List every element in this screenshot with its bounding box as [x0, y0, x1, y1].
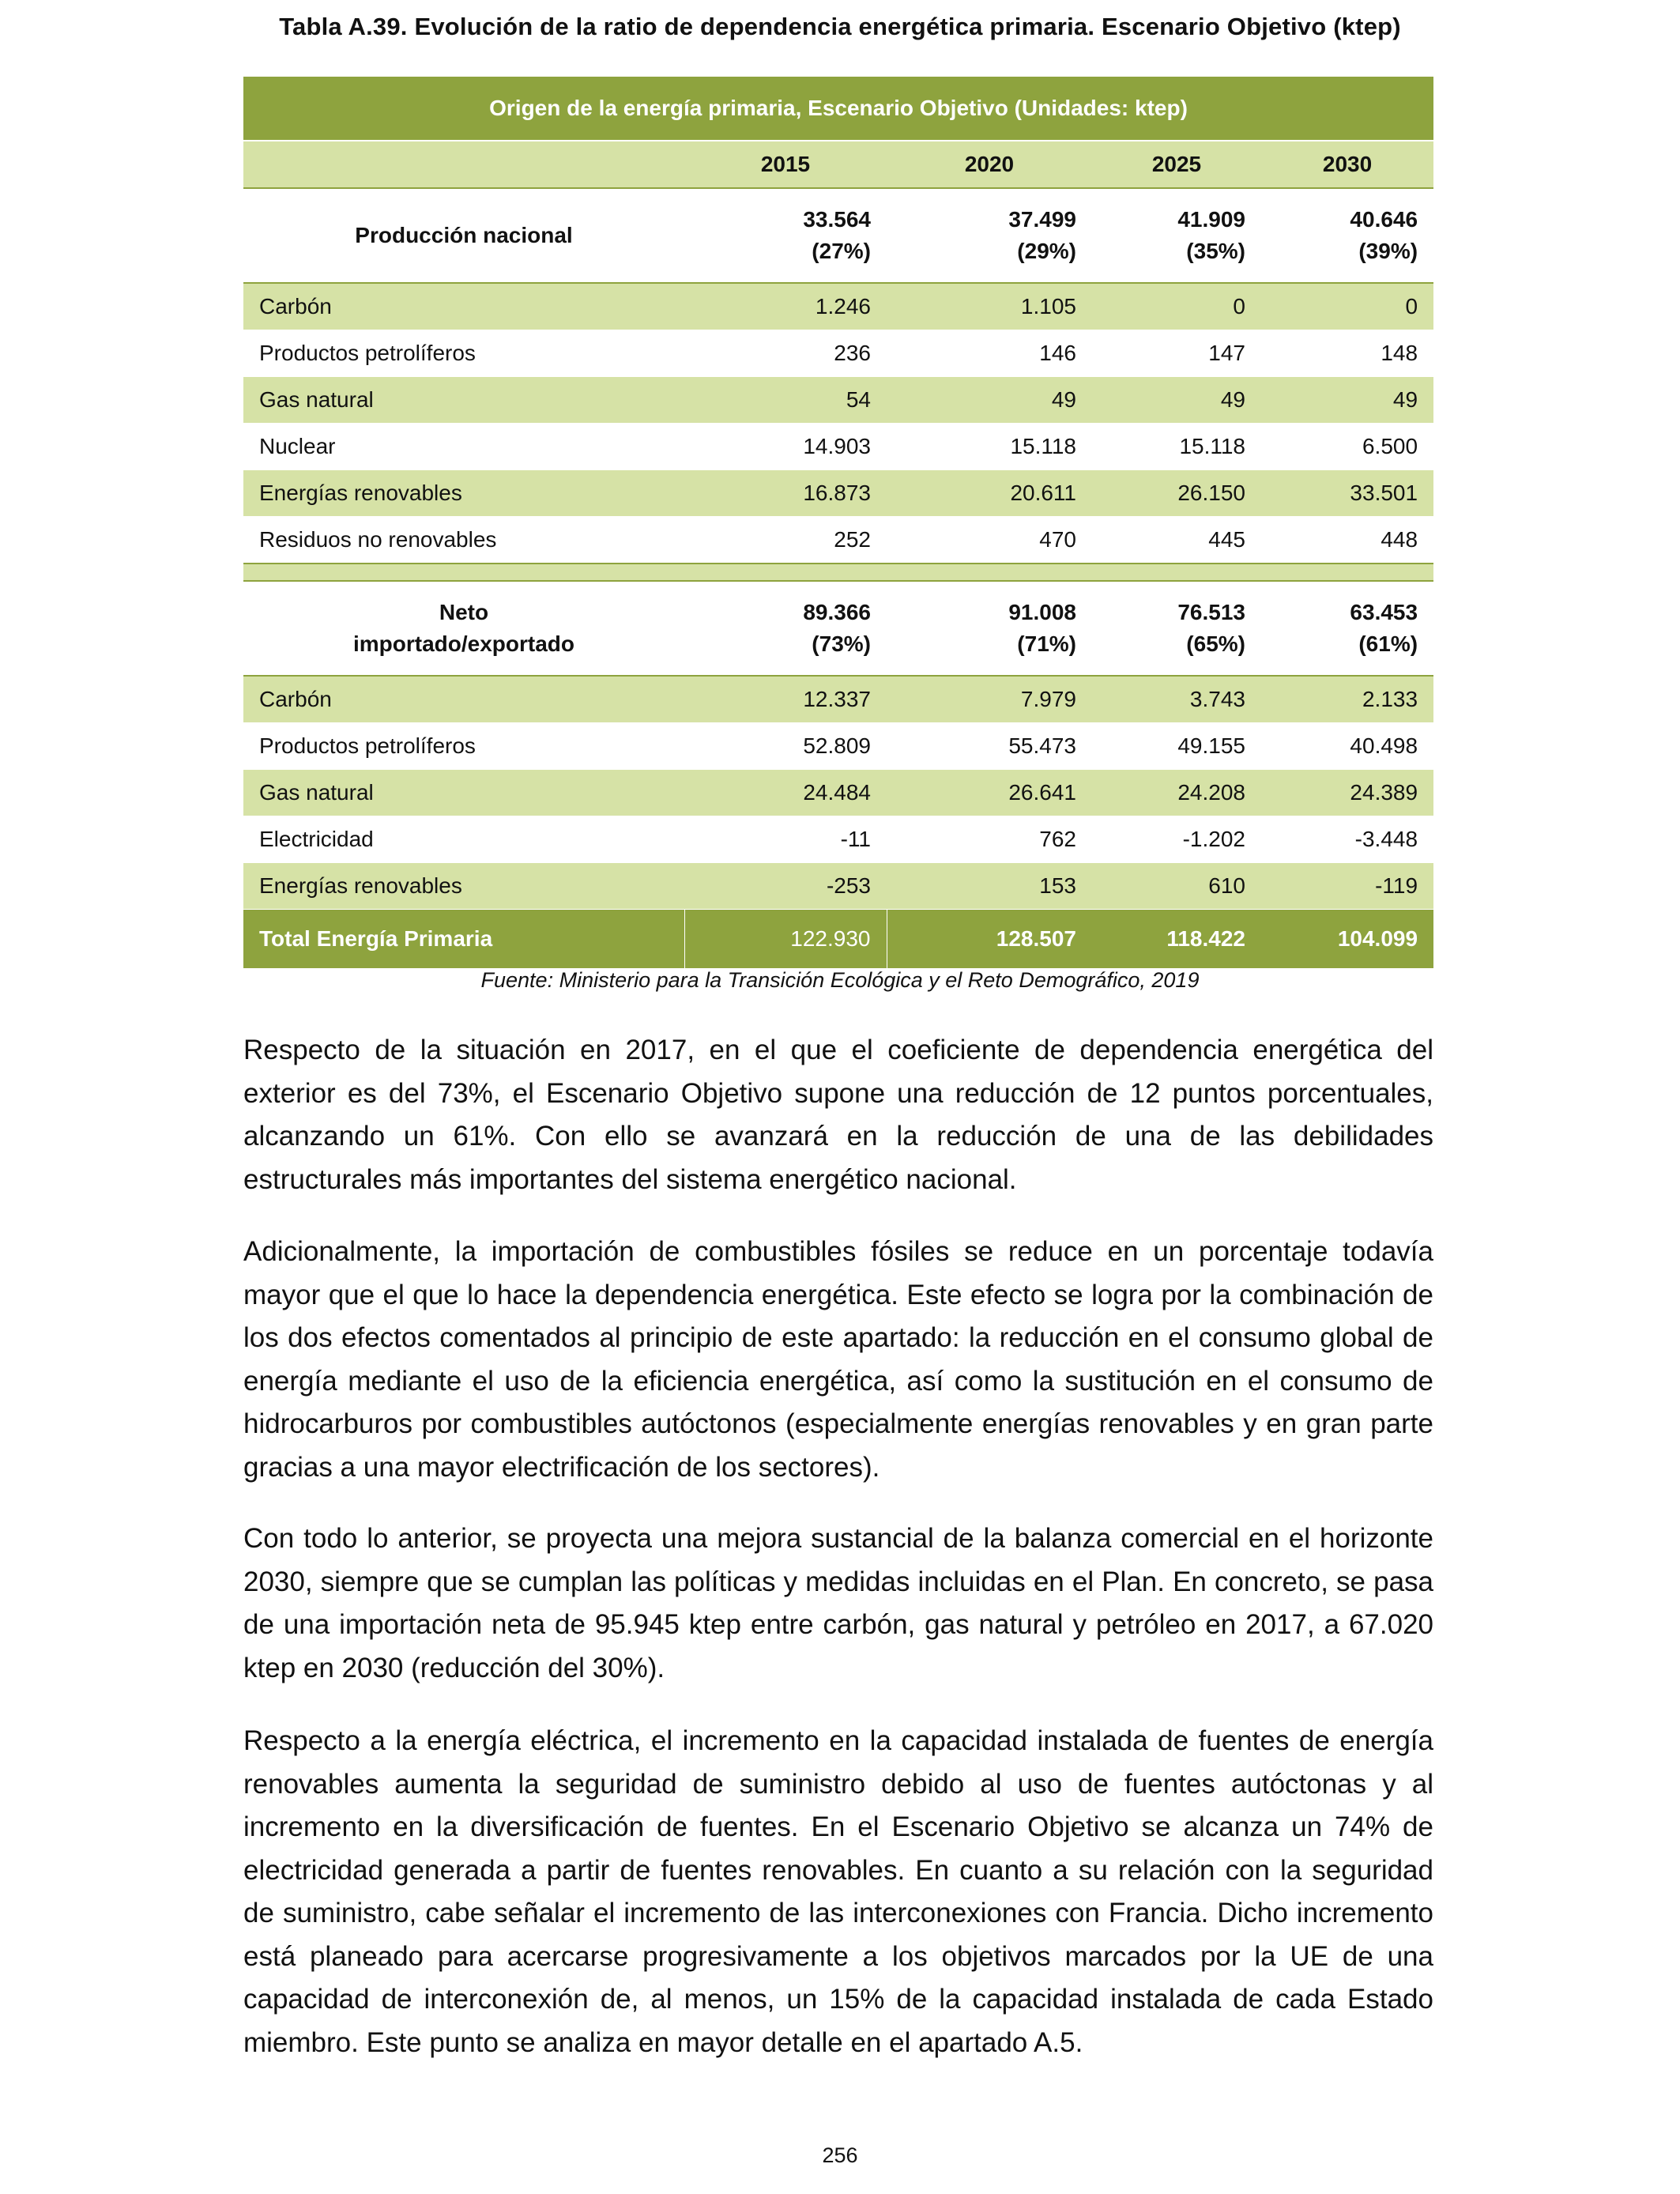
row-value: 236 — [684, 330, 887, 377]
table-row — [243, 330, 1433, 377]
group-value: 41.909 — [1177, 207, 1245, 232]
group-share: (35%) — [1186, 239, 1245, 263]
paragraph: Respecto de la situación en 2017, en el que el coeficiente de dependencia energética del exterior es del 73%, el Escenario Objetivo supone una reducción de 12 puntos porcentuales, alcanzando un 61%. Con ello se avanzará en la reducción de una de las debilidades estructurales más importantes del sistema energético nacional. — [243, 1035, 1433, 1195]
row-value: 7.979 — [887, 676, 1092, 723]
year-header-empty — [243, 141, 684, 188]
row-value: 448 — [1261, 517, 1433, 564]
row-value: 610 — [1092, 863, 1261, 910]
total-value: 128.507 — [887, 910, 1092, 969]
group-share: (73%) — [812, 631, 871, 656]
row-value: 26.641 — [887, 770, 1092, 816]
row-value: -253 — [684, 863, 887, 910]
row-value: 24.208 — [1092, 770, 1261, 816]
table-row — [243, 377, 1433, 424]
total-label: Total Energía Primaria — [243, 910, 684, 969]
group-cell — [1092, 581, 1261, 676]
year-header-row — [243, 141, 1433, 188]
row-value: -11 — [684, 816, 887, 863]
table-header-row — [243, 77, 1433, 141]
total-row — [243, 910, 1433, 969]
row-value: 1.246 — [684, 283, 887, 330]
group-share: (29%) — [1017, 239, 1076, 263]
row-label: Gas natural — [243, 377, 684, 424]
row-value: 49.155 — [1092, 723, 1261, 770]
row-value: 0 — [1092, 283, 1261, 330]
row-value: 14.903 — [684, 424, 887, 470]
row-value: 153 — [887, 863, 1092, 910]
group-value: 37.499 — [1008, 207, 1076, 232]
paragraph: Respecto a la energía eléctrica, el incremento en la capacidad instalada de fuentes de energía renovables aumenta la seguridad de suministro debido al uso de fuentes autóctonas y al incremento en la diversificación de fuentes. En el Escenario Objetivo se alcanza un 74% de electricidad generada a partir de fuentes renovables. En cuanto a su relación con la seguridad de suministro, cabe señalar el incremento de las interconexiones con Francia. Dicho incremento está planeado para acercarse progresivamente a los objetivos marcados por la UE de una capacidad de interconexión de, al menos, un 15% de la capacidad instalada de cada Estado miembro. Este punto se analiza en mayor detalle en el apartado A.5. — [243, 1725, 1433, 2058]
group-cell — [684, 188, 887, 283]
group-value: 40.646 — [1350, 207, 1418, 232]
group-value: 89.366 — [803, 600, 871, 624]
group-share: (27%) — [812, 239, 871, 263]
row-value: -1.202 — [1092, 816, 1261, 863]
row-value: 49 — [1092, 377, 1261, 424]
paragraph: Con todo lo anterior, se proyecta una mejora sustancial de la balanza comercial en el horizonte 2030, siempre que se cumplan las políticas y medidas incluidas en el Plan. En concreto, se pasa de una importación neta de 95.945 ktep entre carbón, gas natural y petróleo en 2017, a 67.020 ktep en 2030 (reducción del 30%). — [243, 1523, 1433, 1683]
table-row — [243, 470, 1433, 517]
row-label: Productos petrolíferos — [243, 330, 684, 377]
group-value: 91.008 — [1008, 600, 1076, 624]
section-divider — [243, 564, 1433, 581]
row-value: 55.473 — [887, 723, 1092, 770]
row-value: 146 — [887, 330, 1092, 377]
row-value: 252 — [684, 517, 887, 564]
group-cell — [684, 581, 887, 676]
group-value: 63.453 — [1350, 600, 1418, 624]
year-header: 2020 — [887, 141, 1092, 188]
row-value: 49 — [887, 377, 1092, 424]
row-label: Carbón — [243, 283, 684, 330]
table-header: Origen de la energía primaria, Escenario Objetivo (Unidades: ktep) — [243, 77, 1433, 141]
row-value: 0 — [1261, 283, 1433, 330]
row-value: 26.150 — [1092, 470, 1261, 517]
row-value: 15.118 — [1092, 424, 1261, 470]
row-value: 20.611 — [887, 470, 1092, 517]
group-value: 76.513 — [1177, 600, 1245, 624]
total-value: 104.099 — [1261, 910, 1433, 969]
row-value: 24.389 — [1261, 770, 1433, 816]
row-value: 2.133 — [1261, 676, 1433, 723]
group-cell — [887, 581, 1092, 676]
table-row — [243, 816, 1433, 863]
row-value: 1.105 — [887, 283, 1092, 330]
total-value: 122.930 — [684, 910, 887, 969]
row-value: -119 — [1261, 863, 1433, 910]
row-value: 3.743 — [1092, 676, 1261, 723]
row-label: Energías renovables — [243, 470, 684, 517]
group-share: (61%) — [1358, 631, 1418, 656]
total-value: 118.422 — [1092, 910, 1261, 969]
row-value: 445 — [1092, 517, 1261, 564]
group-label: Producción nacional — [243, 188, 684, 283]
row-value: 15.118 — [887, 424, 1092, 470]
row-value: -3.448 — [1261, 816, 1433, 863]
neto-importado-row — [243, 581, 1433, 676]
group-label-line: importado/exportado — [352, 631, 574, 656]
row-value: 40.498 — [1261, 723, 1433, 770]
year-header: 2025 — [1092, 141, 1261, 188]
row-value: 49 — [1261, 377, 1433, 424]
table-row — [243, 676, 1433, 723]
row-value: 16.873 — [684, 470, 887, 517]
row-label: Productos petrolíferos — [243, 723, 684, 770]
table-row — [243, 723, 1433, 770]
group-cell — [887, 188, 1092, 283]
page-number: 256 — [822, 2143, 858, 2167]
row-value: 470 — [887, 517, 1092, 564]
group-label — [243, 581, 684, 676]
group-share: (65%) — [1186, 631, 1245, 656]
group-label-line: Neto — [439, 600, 489, 624]
paragraph: Adicionalmente, la importación de combustibles fósiles se reduce en un porcentaje todavía mayor que el que lo hace la dependencia energética. Este efecto se logra por la combinación de los dos efectos comentados al principio de este apartado: la reducción en el consumo global de energía mediante el uso de la eficiencia energética, así como la sustitución en el consumo de hidrocarburos por combustibles autóctonos (especialmente energías renovables y en gran parte gracias a una mayor electrificación de los sectores). — [243, 1236, 1433, 1483]
table-source: Fuente: Ministerio para la Transición Ecológica y el Reto Demográfico, 2019 — [480, 968, 1200, 992]
row-label: Residuos no renovables — [243, 517, 684, 564]
table-row — [243, 770, 1433, 816]
year-header: 2030 — [1261, 141, 1433, 188]
table-caption: Tabla A.39. Evolución de la ratio de dependencia energética primaria. Escenario Objetivo (ktep) — [279, 13, 1401, 40]
row-label: Gas natural — [243, 770, 684, 816]
row-value: 33.501 — [1261, 470, 1433, 517]
group-share: (71%) — [1017, 631, 1076, 656]
group-cell — [1261, 581, 1433, 676]
energy-dependence-table — [243, 77, 1433, 968]
row-value: 24.484 — [684, 770, 887, 816]
row-value: 12.337 — [684, 676, 887, 723]
group-cell — [1261, 188, 1433, 283]
table-row — [243, 517, 1433, 564]
row-value: 54 — [684, 377, 887, 424]
row-value: 148 — [1261, 330, 1433, 377]
row-label: Energías renovables — [243, 863, 684, 910]
row-value: 6.500 — [1261, 424, 1433, 470]
group-cell — [1092, 188, 1261, 283]
table-row — [243, 283, 1433, 330]
produccion-nacional-row — [243, 188, 1433, 283]
row-label: Electricidad — [243, 816, 684, 863]
row-value: 762 — [887, 816, 1092, 863]
row-label: Carbón — [243, 676, 684, 723]
section-divider-cell — [243, 564, 1433, 581]
row-value: 147 — [1092, 330, 1261, 377]
table-row — [243, 863, 1433, 910]
group-value: 33.564 — [803, 207, 871, 232]
table-row — [243, 424, 1433, 470]
year-header: 2015 — [684, 141, 887, 188]
row-label: Nuclear — [243, 424, 684, 470]
row-value: 52.809 — [684, 723, 887, 770]
group-share: (39%) — [1358, 239, 1418, 263]
